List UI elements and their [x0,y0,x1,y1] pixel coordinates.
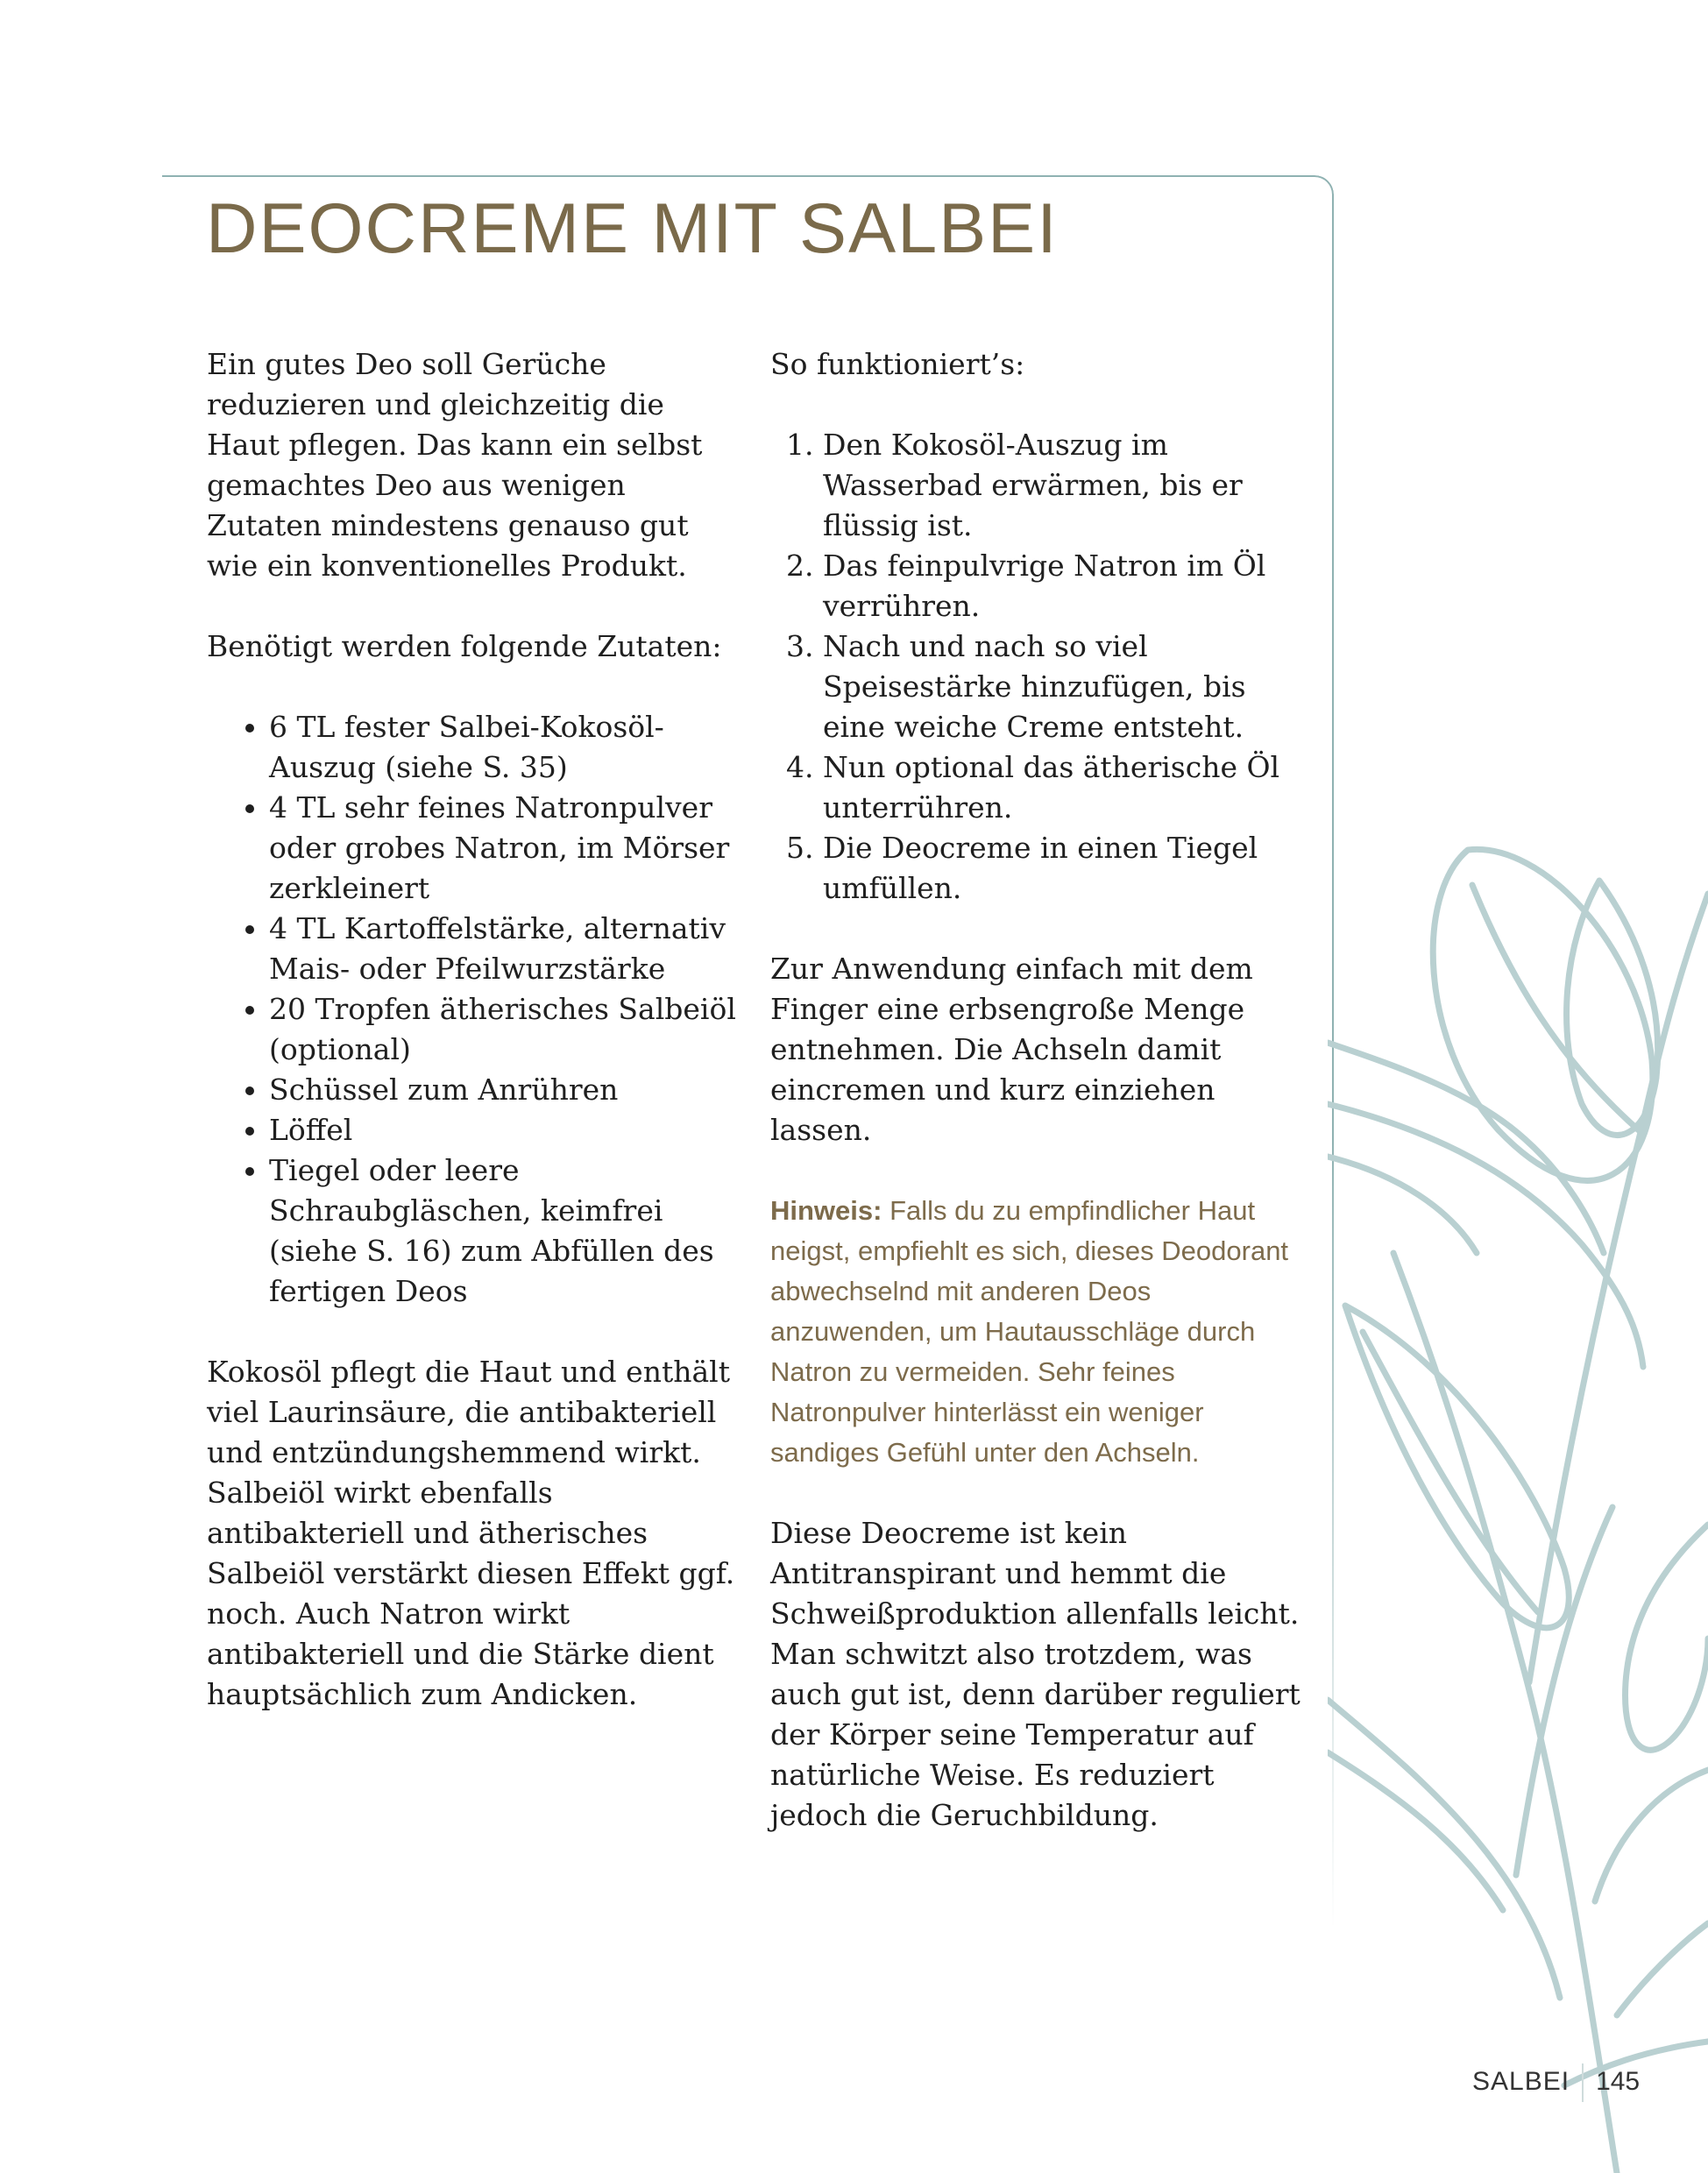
ingredients-heading: Benötigt werden folgende Zutaten: [207,629,722,663]
steps-list [770,425,1305,909]
step-item: 2. Das feinpulvrige Natron im Öl verrühren. [823,546,1305,626]
list-item: • Schüssel zum Anrühren [269,1070,741,1110]
list-item: • 20 Tropfen ätherisches Salbeiöl (optional) [269,989,741,1070]
left-column [207,344,741,1755]
note-box [770,1191,1305,1473]
step-item: 1. Den Kokosöl-Auszug im Wasserbad erwärmen, bis er flüssig ist. [823,425,1305,546]
step-item: 3. Nach und nach so viel Speisestärke hinzufügen, bis eine weiche Creme entsteht. [823,626,1305,747]
note-label: Hinweis: [770,1195,882,1226]
usage-paragraph: Zur Anwendung einfach mit dem Finger eine erbsengroße Menge entnehmen. Die Achseln damit eincremen und kurz einziehen lassen. [770,952,1253,1147]
page-title: DEOCREME MIT SALBEI [206,189,1059,268]
section-name: SALBEI [1472,2066,1570,2096]
footer-divider [1582,2063,1584,2102]
howto-heading: So funktioniert’s: [770,347,1025,381]
list-item: • 4 TL Kartoffelstärke, alternativ Mais- oder Pfeilwurzstärke [269,909,741,989]
page-footer [1472,2063,1640,2102]
list-item: • 4 TL sehr feines Natronpulver oder grobes Natron, im Mörser zerkleinert [269,788,741,909]
ingredients-list [207,707,741,1312]
sage-branch-illustration [1328,841,1708,2173]
benefits-paragraph: Kokosöl pflegt die Haut und enthält viel Laurinsäure, die antibakteriell und entzündungshemmend wirkt. Salbeiöl wirkt ebenfalls antibakteriell und ätherisches Salbeiöl verstärkt diesen Effekt ggf. noch. Auch Natron wirkt antibakteriell und die Stärke dient hauptsächlich zum Andicken. [207,1355,735,1711]
right-column [770,344,1305,1876]
list-item: • Tiegel oder leere Schraubgläschen, keimfrei (siehe S. 16) zum Abfüllen des fertigen Deos [269,1150,741,1312]
step-item: 5. Die Deocreme in einen Tiegel umfüllen. [823,828,1305,909]
page-number: 145 [1596,2066,1641,2096]
list-item: • 6 TL fester Salbei-Kokosöl-Auszug (siehe S. 35) [269,707,741,788]
step-item: 4. Nun optional das ätherische Öl unterrühren. [823,747,1305,828]
closing-paragraph: Diese Deocreme ist kein Antitranspirant und hemmt die Schweißproduktion allenfalls leicht. Man schwitzt also trotzdem, was auch gut ist, denn darüber reguliert der Körper seine Temperatur auf natürliche Weise. Es reduziert jedoch die Geruchbildung. [770,1516,1300,1832]
intro-paragraph: Ein gutes Deo soll Gerüche reduzieren und gleichzeitig die Haut pflegen. Das kann ein selbst gemachtes Deo aus wenigen Zutaten mindestens genauso gut wie ein konventionelles Produkt. [207,347,703,583]
note-text: Falls du zu empfindlicher Haut neigst, empfiehlt es sich, dieses Deodorant abwechselnd mit anderen Deos anzuwenden, um Hautausschläge durch Natron zu vermeiden. Sehr feines Natronpulver hinterlässt ein weniger sandiges Gefühl unter den Achseln. [770,1195,1289,1468]
list-item: • Löffel [269,1110,741,1150]
